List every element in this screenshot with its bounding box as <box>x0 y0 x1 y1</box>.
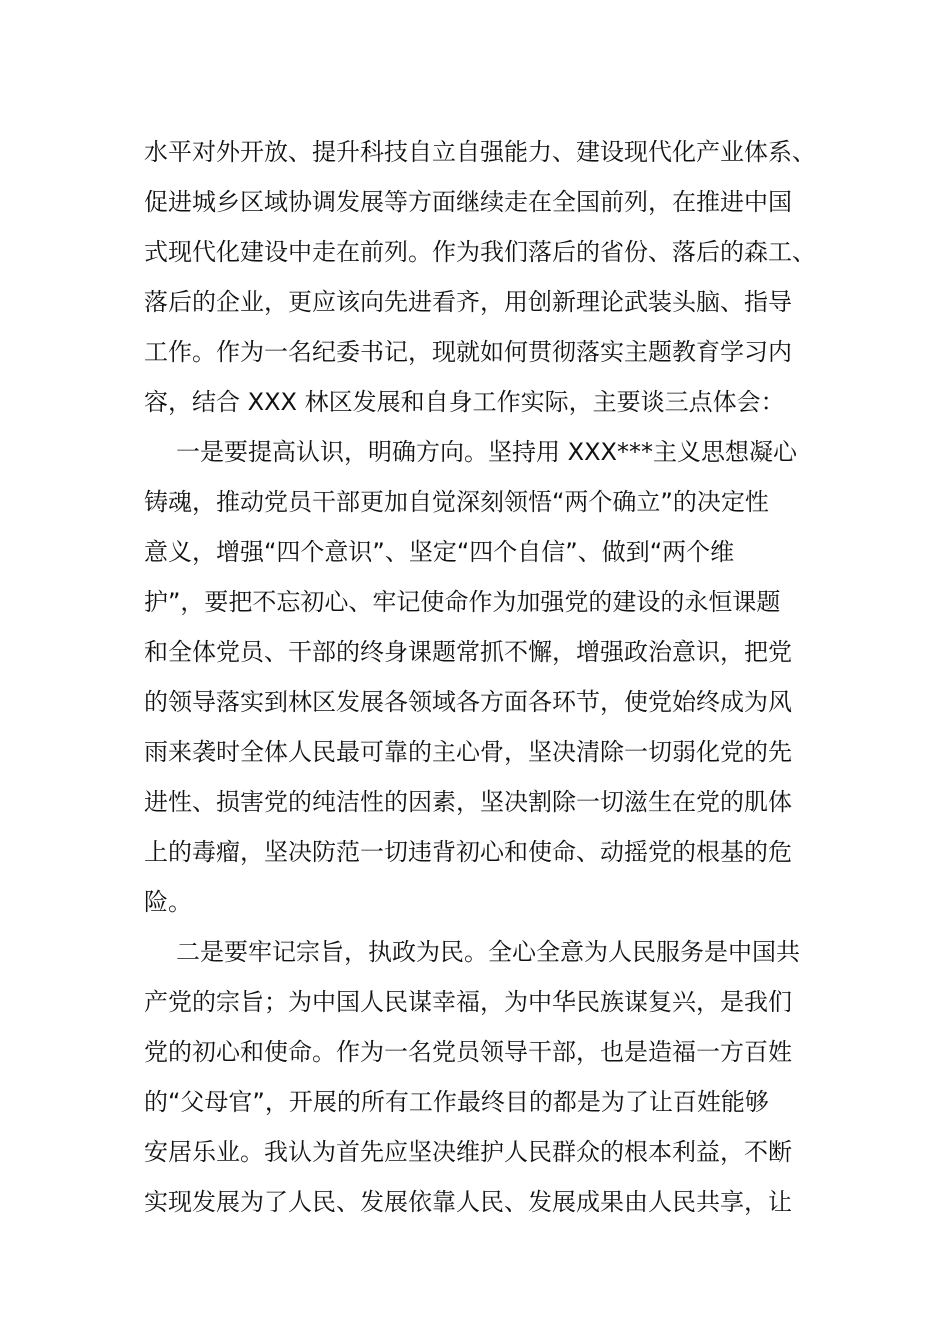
text-line: 雨来袭时全体人民最可靠的主心骨，坚决清除一切弱化党的先 <box>144 738 792 766</box>
text-line: 和全体党员、干部的终身课题常抓不懈，增强政治意识，把党 <box>144 638 792 666</box>
text-line: 容，结合 XXX 林区发展和自身工作实际，主要谈三点体会： <box>144 388 785 416</box>
text-line: 式现代化建设中走在前列。作为我们落后的省份、落后的森工、 <box>144 238 816 266</box>
text-line: 进性、损害党的纯洁性的因素，坚决割除一切滋生在党的肌体 <box>144 788 792 816</box>
paragraph-one-start: 一是要提高认识，明确方向。坚持用 XXX***主义思想凝心 <box>176 438 797 466</box>
text-line: 的领导落实到林区发展各领域各方面各环节，使党始终成为风 <box>144 688 792 716</box>
text-line: 铸魂，推动党员干部更加自觉深刻领悟“两个确立”的决定性 <box>144 488 769 516</box>
text-line: 的“父母官”，开展的所有工作最终目的都是为了让百姓能够 <box>144 1088 769 1116</box>
text-line: 产党的宗旨；为中国人民谋幸福，为中华民族谋复兴，是我们 <box>144 988 792 1016</box>
text-line: 安居乐业。我认为首先应坚决维护人民群众的根本利益，不断 <box>144 1138 792 1166</box>
paragraph-two-start: 二是要牢记宗旨，执政为民。全心全意为人民服务是中国共 <box>176 938 800 966</box>
text-line: 意义，增强“四个意识”、坚定“四个自信”、做到“两个维 <box>144 538 735 566</box>
text-line: 护”，要把不忘初心、牢记使命作为加强党的建设的永恒课题 <box>144 588 781 616</box>
text-line: 上的毒瘤，坚决防范一切违背初心和使命、动摇党的根基的危 <box>144 838 792 866</box>
text-line: 工作。作为一名纪委书记，现就如何贯彻落实主题教育学习内 <box>144 338 792 366</box>
text-line: 实现发展为了人民、发展依靠人民、发展成果由人民共享，让 <box>144 1188 792 1216</box>
text-line: 党的初心和使命。作为一名党员领导干部，也是造福一方百姓 <box>144 1038 792 1066</box>
text-line: 促进城乡区域协调发展等方面继续走在全国前列，在推进中国 <box>144 188 792 216</box>
text-line: 落后的企业，更应该向先进看齐，用创新理论武装头脑、指导 <box>144 288 792 316</box>
text-line: 水平对外开放、提升科技自立自强能力、建设现代化产业体系、 <box>144 138 816 166</box>
text-line: 险。 <box>144 888 192 916</box>
body-text <box>144 127 814 1227</box>
